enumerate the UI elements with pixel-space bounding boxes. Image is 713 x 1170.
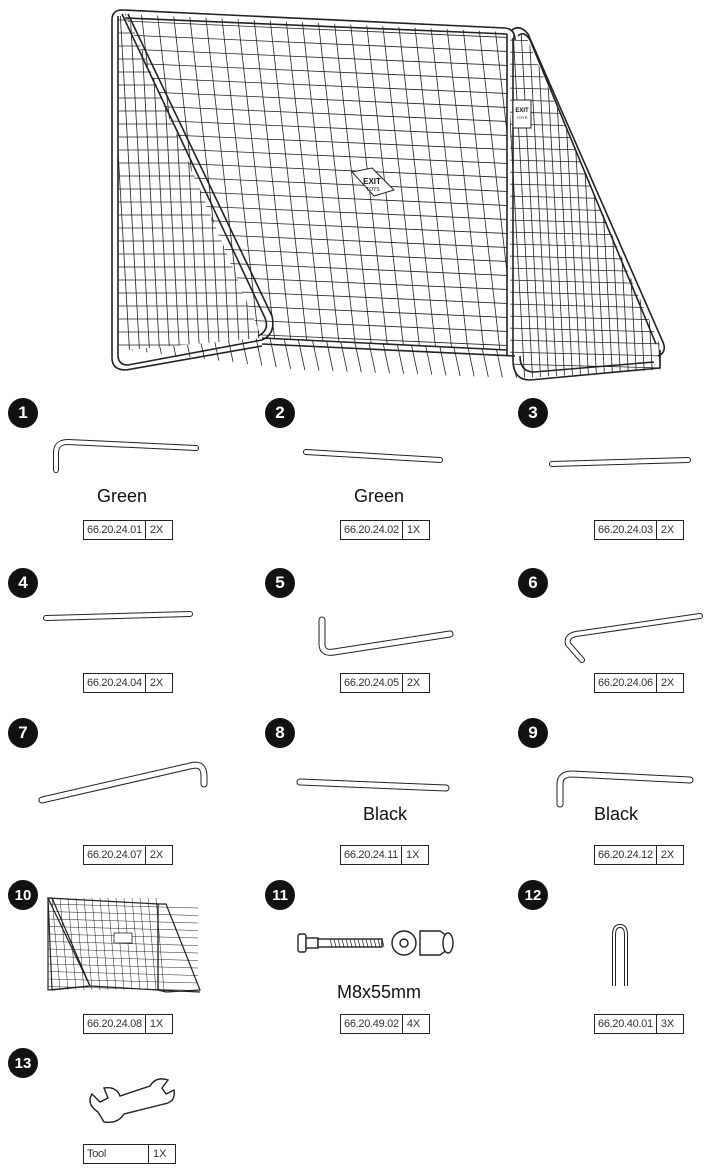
part-number-badge: 8 bbox=[265, 718, 295, 748]
part-quantity: 2X bbox=[660, 677, 675, 689]
part-code: 66.20.24.03 bbox=[595, 521, 657, 539]
part-quantity: 4X bbox=[406, 1018, 421, 1030]
part-code: 66.20.24.12 bbox=[595, 846, 657, 864]
part-code: 66.20.24.05 bbox=[341, 674, 403, 692]
part-illustration bbox=[614, 926, 626, 986]
part-number-badge: 11 bbox=[265, 880, 295, 910]
part-number-badge: 4 bbox=[8, 568, 38, 598]
part-illustration bbox=[42, 765, 204, 800]
part-illustration bbox=[568, 616, 700, 660]
part-quantity: 2X bbox=[406, 677, 421, 689]
part-code: 66.20.24.07 bbox=[84, 846, 146, 864]
part-number-badge: 1 bbox=[8, 398, 38, 428]
part-illustration bbox=[560, 774, 690, 804]
part-code: Tool bbox=[84, 1145, 149, 1163]
part-number-badge: 6 bbox=[518, 568, 548, 598]
part-color-label: Black bbox=[363, 804, 408, 824]
part-color-label: Green bbox=[354, 486, 405, 506]
part-quantity: 2X bbox=[149, 849, 164, 861]
part-illustration bbox=[56, 442, 196, 470]
part-number-badge: 2 bbox=[265, 398, 295, 428]
part-illustration bbox=[322, 620, 450, 652]
part-number-badge: 5 bbox=[265, 568, 295, 598]
svg-text:EXIT: EXIT bbox=[515, 108, 529, 114]
part-quantity: 2X bbox=[149, 677, 164, 689]
part-code: 66.20.24.02 bbox=[341, 521, 403, 539]
part-code: 66.20.24.04 bbox=[84, 674, 146, 692]
part-illustration bbox=[298, 931, 453, 955]
part-code: 66.20.40.01 bbox=[595, 1015, 657, 1033]
part-code: 66.20.24.06 bbox=[595, 674, 657, 692]
part-illustration bbox=[48, 898, 200, 992]
part-number-badge: 13 bbox=[8, 1048, 38, 1078]
part-number-badge: 12 bbox=[518, 880, 548, 910]
part-code: 66.20.49.02 bbox=[341, 1015, 403, 1033]
part-color-label: Black bbox=[594, 804, 639, 824]
part-quantity: 2X bbox=[149, 524, 164, 536]
part-code: 66.20.24.01 bbox=[84, 521, 146, 539]
bolt-size-label: M8x55mm bbox=[337, 982, 422, 1002]
part-quantity: 3X bbox=[660, 1018, 675, 1030]
svg-text:TOYS: TOYS bbox=[516, 115, 528, 120]
part-code: 66.20.24.11 bbox=[341, 846, 402, 864]
part-quantity: 2X bbox=[660, 849, 675, 861]
part-number-badge: 3 bbox=[518, 398, 548, 428]
part-illustration bbox=[46, 614, 190, 618]
part-illustration bbox=[552, 460, 688, 464]
part-quantity: 1X bbox=[406, 849, 420, 861]
part-quantity: 1X bbox=[406, 524, 421, 536]
part-number-badge: 10 bbox=[8, 880, 38, 910]
part-color-label: Green bbox=[97, 486, 148, 506]
part-illustration bbox=[90, 1079, 174, 1122]
part-number-badge: 9 bbox=[518, 718, 548, 748]
svg-text:TOYS: TOYS bbox=[366, 187, 380, 193]
part-quantity: 1X bbox=[149, 1018, 164, 1030]
part-quantity: 1X bbox=[153, 1148, 167, 1160]
part-quantity: 2X bbox=[660, 524, 675, 536]
part-number-badge: 7 bbox=[8, 718, 38, 748]
part-illustration bbox=[300, 782, 446, 788]
svg-text:EXIT: EXIT bbox=[363, 177, 381, 186]
part-code: 66.20.24.08 bbox=[84, 1015, 146, 1033]
part-illustration bbox=[306, 452, 440, 460]
